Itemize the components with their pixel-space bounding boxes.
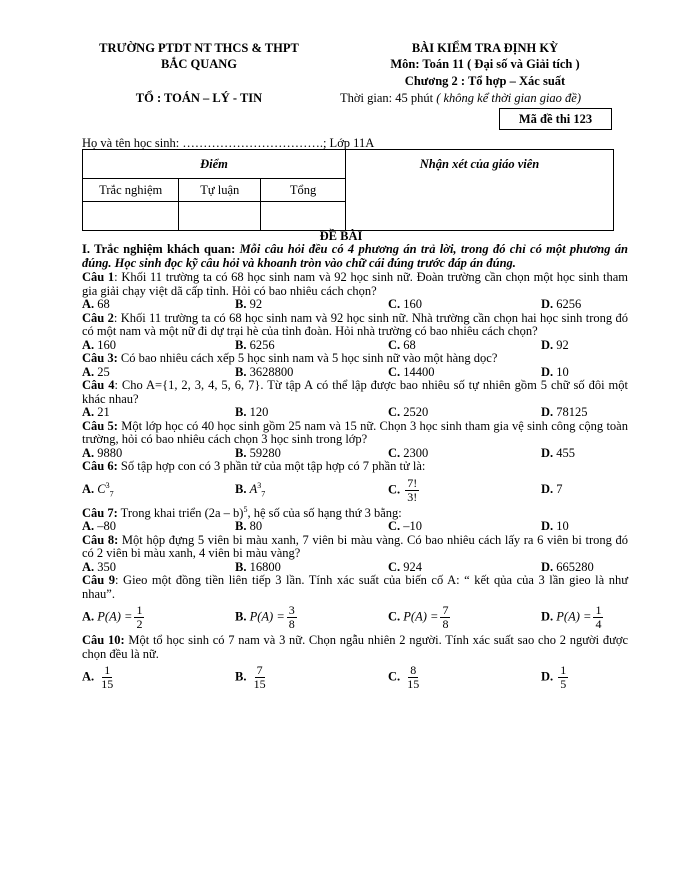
question-7-options xyxy=(82,520,628,534)
question-5 xyxy=(82,420,628,447)
option-c[interactable]: C. 2300 xyxy=(388,445,429,460)
option-b[interactable]: B. P(A) = $\frac{3}{8}$ xyxy=(235,603,295,631)
question-4 xyxy=(82,379,628,406)
option-c[interactable]: C. 14400 xyxy=(388,364,435,379)
option-d[interactable]: D. 78125 xyxy=(541,405,588,419)
section-title: ĐỀ BÀI xyxy=(319,229,363,243)
essay-score-header: Tự luận xyxy=(179,179,261,202)
option-c[interactable]: C. 68 xyxy=(388,337,416,352)
total-score-header: Tổng xyxy=(261,179,346,202)
teacher-comment-header: Nhận xét của giáo viên xyxy=(346,150,614,231)
essay-score-cell xyxy=(179,202,261,231)
question-text: Một tổ học sinh có 7 nam và 3 nữ. Chọn ngẫu nhiên 2 người. Tính xác suất sao cho 2 người được chọn đều là nữ. xyxy=(82,633,628,661)
total-score-cell xyxy=(261,202,346,231)
question-2 xyxy=(82,312,628,339)
option-b[interactable]: B. 59280 xyxy=(235,445,281,460)
option-d[interactable]: D. 665280 xyxy=(541,559,594,574)
question-text: : Khối 11 trường ta có 68 học sinh nam và 92 học sinh nữ. Nhà trường cần chọn hai học sinh trong đó có một nam và một nữ đi dự trại hè của tỉnh đoàn. Hỏi nhà trường có bao nhiêu cách chọn? xyxy=(82,310,628,338)
student-info-line: Họ và tên học sinh: …………………………….; Lớp 11A xyxy=(82,136,375,150)
option-a[interactable]: A. $C^3_7$ xyxy=(82,481,114,499)
question-label: Câu 10: xyxy=(82,633,125,647)
exam-code: Mã đề thi 123 xyxy=(518,111,593,126)
option-b[interactable]: B. $\frac{7}{15}$ xyxy=(235,663,266,691)
question-label: Câu 1 xyxy=(82,270,115,284)
option-d[interactable]: D. 7 xyxy=(541,482,563,497)
question-2-options xyxy=(82,339,628,353)
option-a[interactable]: A. 9880 xyxy=(82,445,123,460)
option-c[interactable]: C. $\frac{7!}{3!}$ xyxy=(388,475,418,504)
option-c[interactable]: C. P(A) = $\frac{7}{8}$ xyxy=(388,603,449,631)
question-10 xyxy=(82,634,628,661)
fraction: $\frac{1}{2}$ xyxy=(136,603,143,631)
question-text: : Cho A={1, 2, 3, 4, 5, 6, 7}. Từ tập A có thể lập được bao nhiêu số tự nhiên gồm 5 chữ số đôi một khác nhau? xyxy=(82,378,628,406)
school-name-line2: BẮC QUANG xyxy=(160,57,238,71)
department-name: TỔ : TOÁN – LÝ - TIN xyxy=(135,91,263,105)
instructions-label: I. Trắc nghiệm khách quan: xyxy=(82,242,240,256)
option-b[interactable]: B. 92 xyxy=(235,297,263,311)
option-c[interactable]: C. 924 xyxy=(388,559,423,574)
fraction: $\frac{1}{4}$ xyxy=(595,603,602,631)
option-c[interactable]: C. $\frac{8}{15}$ xyxy=(388,663,420,691)
arrangement-symbol: A xyxy=(249,482,258,497)
option-c[interactable]: C. 160 xyxy=(388,297,423,311)
option-d[interactable]: D. 10 xyxy=(541,519,569,533)
question-text-end: , hệ số của số hạng thứ 3 bằng: xyxy=(247,505,402,520)
fraction: $\frac{1}{5}$ xyxy=(560,663,567,691)
option-b[interactable]: B. $A^3_7$ xyxy=(235,481,266,499)
school-name-line1: TRƯỜNG PTDT NT THCS & THPT xyxy=(99,41,299,55)
exam-code-box xyxy=(499,108,612,130)
question-label: Câu 3: xyxy=(82,351,118,365)
exam-subject: Môn: Toán 11 ( Đại số và Giải tích ) xyxy=(390,57,580,71)
question-3-options xyxy=(82,366,628,380)
option-a[interactable]: A. 68 xyxy=(82,297,110,311)
question-7 xyxy=(82,504,628,521)
option-a[interactable]: A. 25 xyxy=(82,364,110,379)
option-b[interactable]: B. 6256 xyxy=(235,337,275,352)
question-10-options xyxy=(82,664,628,691)
question-label: Câu 2 xyxy=(82,310,114,325)
exam-title: BÀI KIỂM TRA ĐỊNH KỲ xyxy=(411,41,559,55)
option-d[interactable]: D. 6256 xyxy=(541,297,582,311)
option-d[interactable]: D. $\frac{1}{5}$ xyxy=(541,663,567,691)
question-1-options xyxy=(82,298,628,312)
instructions-text: Mỗi câu hỏi đều có 4 phương án trả lời, trong đó chỉ có một phương án đúng. Học sinh đọc kỹ câu hỏi và khoanh tròn vào chữ cái đúng trước đáp án đúng. xyxy=(82,242,628,270)
question-text: Có bao nhiêu cách xếp 5 học sinh nam và 5 học sinh nữ vào một hàng dọc? xyxy=(117,351,498,365)
question-6-options xyxy=(82,477,628,504)
option-c[interactable]: C. –10 xyxy=(388,519,423,533)
fraction: $\frac{8}{15}$ xyxy=(407,663,420,691)
exponent: 5 xyxy=(243,504,248,514)
option-a[interactable]: A. 350 xyxy=(82,559,117,574)
question-text: Số tập hợp con có 3 phần tử của một tập hợp có 7 phần tử là: xyxy=(117,459,426,473)
mc-score-header: Trắc nghiệm xyxy=(83,179,179,202)
question-text: Trong khai triển (2a – b) xyxy=(117,505,244,520)
fraction: $\frac{7!}{3!}$ xyxy=(407,475,418,504)
option-a[interactable]: A. $\frac{1}{15}$ xyxy=(82,663,114,691)
question-5-options xyxy=(82,447,628,461)
option-d[interactable]: D. 92 xyxy=(541,337,569,352)
option-a[interactable]: A. P(A) = $\frac{1}{2}$ xyxy=(82,603,143,631)
question-label: Câu 4 xyxy=(82,378,115,392)
grade-table xyxy=(82,149,614,231)
question-9 xyxy=(82,574,628,601)
option-b[interactable]: B. 120 xyxy=(235,405,269,419)
score-header: Điểm xyxy=(83,150,346,179)
option-b[interactable]: B. 16800 xyxy=(235,559,281,574)
question-text: : Khối 11 trường ta có 68 học sinh nam và 92 học sinh nữ. Đoàn trường cần chọn một học sinh tham gia giải chạy việt dã cấp tỉnh. Hỏi có bao nhiêu cách chọn? xyxy=(82,270,628,298)
question-4-options xyxy=(82,406,628,420)
fraction: $\frac{3}{8}$ xyxy=(288,603,295,631)
fraction: $\frac{7}{15}$ xyxy=(253,663,266,691)
fraction: $\frac{1}{15}$ xyxy=(101,663,114,691)
question-label: Câu 5: xyxy=(82,418,118,433)
question-8-options xyxy=(82,561,628,575)
question-8 xyxy=(82,534,628,561)
option-a[interactable]: A. –80 xyxy=(82,519,117,533)
question-3 xyxy=(82,352,628,366)
exam-time-label: Thời gian: 45 phút xyxy=(340,91,437,105)
combination-symbol: C xyxy=(97,482,106,497)
question-label: Câu 7: xyxy=(82,505,118,520)
fraction: $\frac{7}{8}$ xyxy=(442,603,449,631)
question-label: Câu 9 xyxy=(82,573,116,587)
option-b[interactable]: B. 80 xyxy=(235,519,263,533)
mc-score-cell xyxy=(83,202,179,231)
question-text: Một hộp đựng 5 viên bi màu xanh, 7 viên bi màu vàng. Có bao nhiêu cách lấy ra 6 viên bi trong đó có 2 viên bi màu xanh, 4 viên bi màu vàng? xyxy=(82,532,628,560)
question-9-options xyxy=(82,604,628,631)
option-c[interactable]: C. 2520 xyxy=(388,405,429,419)
question-label: Câu 8: xyxy=(82,532,119,547)
question-1 xyxy=(82,271,628,298)
instructions xyxy=(82,243,628,270)
option-a[interactable]: A. 160 xyxy=(82,337,117,352)
option-d[interactable]: D. P(A) = $\frac{1}{4}$ xyxy=(541,603,602,631)
exam-time xyxy=(340,91,581,106)
question-text: Một lớp học có 40 học sinh gồm 25 nam và 15 nữ. Chọn 3 học sinh tham gia vệ sinh công cộng toàn trường, hỏi có bao nhiêu cách chọn 3 học sinh trong lớp? xyxy=(82,418,628,446)
question-6 xyxy=(82,460,628,474)
question-text: : Gieo một đồng tiền liên tiếp 3 lần. Tính xác suất của biến cố A: “ kết qủa của 3 lần gieo là như nhau”. xyxy=(82,573,628,601)
option-d[interactable]: D. 10 xyxy=(541,364,569,379)
option-b[interactable]: B. 3628800 xyxy=(235,364,294,379)
exam-time-note: ( không kể thời gian giao đề) xyxy=(436,91,582,105)
exam-content xyxy=(82,243,628,694)
option-a[interactable]: A. 21 xyxy=(82,405,110,419)
exam-chapter: Chương 2 : Tổ hợp – Xác suất xyxy=(404,74,566,88)
question-label: Câu 6: xyxy=(82,459,118,473)
option-d[interactable]: D. 455 xyxy=(541,445,576,460)
